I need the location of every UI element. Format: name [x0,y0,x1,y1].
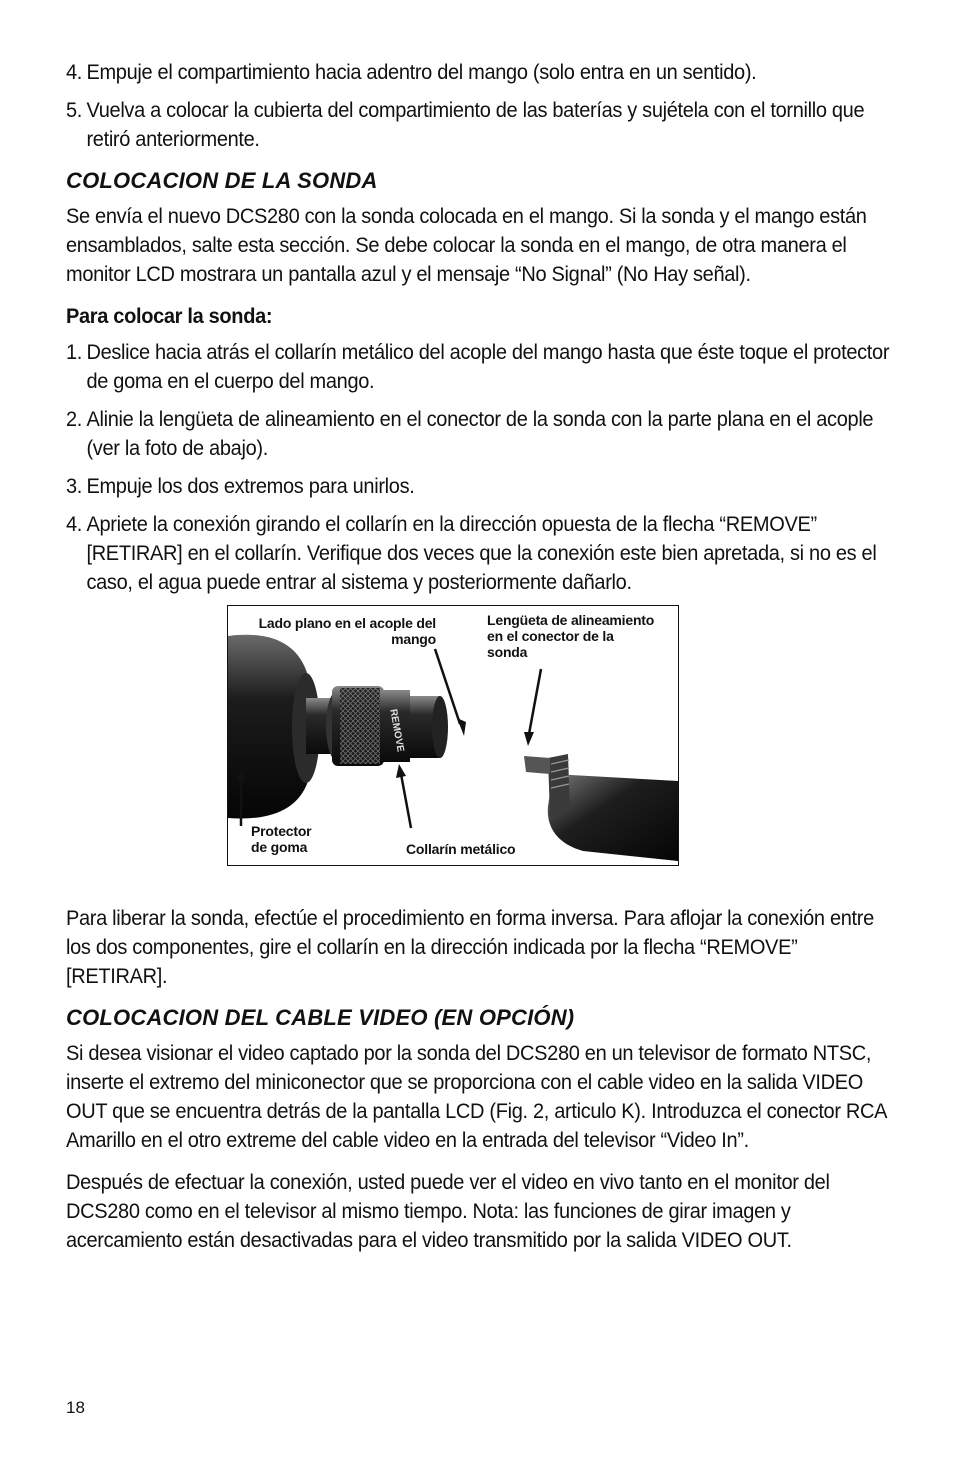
collar-print: REMOVE [387,708,406,753]
step-number: 4. [66,512,83,536]
section-release-body [66,904,891,991]
section-probe-body [66,202,891,597]
step-text: Deslice hacia atrás el collarín metálico del acople del mango hasta que éste toque el protector de goma en el cuerpo del mango. [86,340,890,393]
handle-coupling [306,686,448,766]
step-text: Apriete la conexión girando el collarín en la dirección opuesta de la flecha “REMOVE” [RETIRAR] en el collarín. Verifique dos veces que la conexión este bien apretada, si no es el caso, el agua puede entrar al sistema y posteriormente dañarlo. [86,512,877,594]
subheading-attach-probe: Para colocar la sonda: [66,304,273,328]
paragraph-release: Para liberar la sonda, efectúe el procedimiento en forma inversa. Para aflojar la conexión entre los dos componentes, gire el collarín en la dirección indicada por la flecha “REMOVE” [RETIRAR]. [66,906,874,988]
step-number: 1. [66,340,83,364]
label-rubber-protector: Protector de goma [251,823,312,855]
list-item [66,58,891,87]
list-item [66,472,891,501]
probe-connection-figure [227,605,679,866]
label-metal-collar: Collarín metálico [406,841,516,857]
page-number: 18 [66,1398,85,1417]
step-number: 5. [66,98,83,122]
step-text: Empuje los dos extremos para unirlos. [86,474,415,498]
label-flat-side: Lado plano en el acople del mango [258,615,436,647]
step-number: 3. [66,474,83,498]
section-heading-probe: COLOCACION DE LA SONDA [66,168,378,193]
steps-top [66,58,891,154]
list-item [66,338,891,396]
step-text: Empuje el compartimiento hacia adentro del mango (solo entra en un sentido). [86,60,757,84]
step-number: 4. [66,60,83,84]
list-item [66,96,891,154]
list-item [66,405,891,463]
step-number: 2. [66,407,83,431]
step-text: Vuelva a colocar la cubierta del compartimiento de las baterías y sujétela con el tornillo que retiró anteriormente. [86,98,865,151]
paragraph-intro: Se envía el nuevo DCS280 con la sonda colocada en el mango. Si la sonda y el mango están ensamblados, salte esta sección. Se debe colocar la sonda en el mango, de otra manera el monitor LCD mostrara un pantalla azul y el mensaje “No Signal” (No Hay señal). [66,204,867,286]
paragraph-video-2: Después de efectuar la conexión, usted puede ver el video en vivo tanto en el monitor del DCS280 como en el televisor al mismo tiempo. Nota: las funciones de girar imagen y acercamiento están desactivadas para el video transmitido por la salida VIDEO OUT. [66,1170,830,1252]
section-video-body [66,1039,891,1255]
manual-page [66,58,891,1268]
step-text: Alinie la lengüeta de alineamiento en el conector de la sonda con la parte plana en el acople (ver la foto de abajo). [86,407,874,460]
paragraph-video-1: Si desea visionar el video captado por la sonda del DCS280 en un televisor de formato NTSC, inserte el extremo del miniconector que se proporciona con el cable video en la salida VIDEO OUT que se encuentra detrás de la pantalla LCD (Fig. 2, articulo K). Introduzca el conector RCA Amarillo en el otro extreme del cable video en la entrada del televisor “Video In”. [66,1041,887,1152]
list-item [66,510,891,597]
label-alignment-tab: Lengüeta de alineamiento en el conector de la sonda [487,612,655,660]
section-heading-video-cable: COLOCACION DEL CABLE VIDEO (EN OPCIÓN) [66,1005,575,1030]
